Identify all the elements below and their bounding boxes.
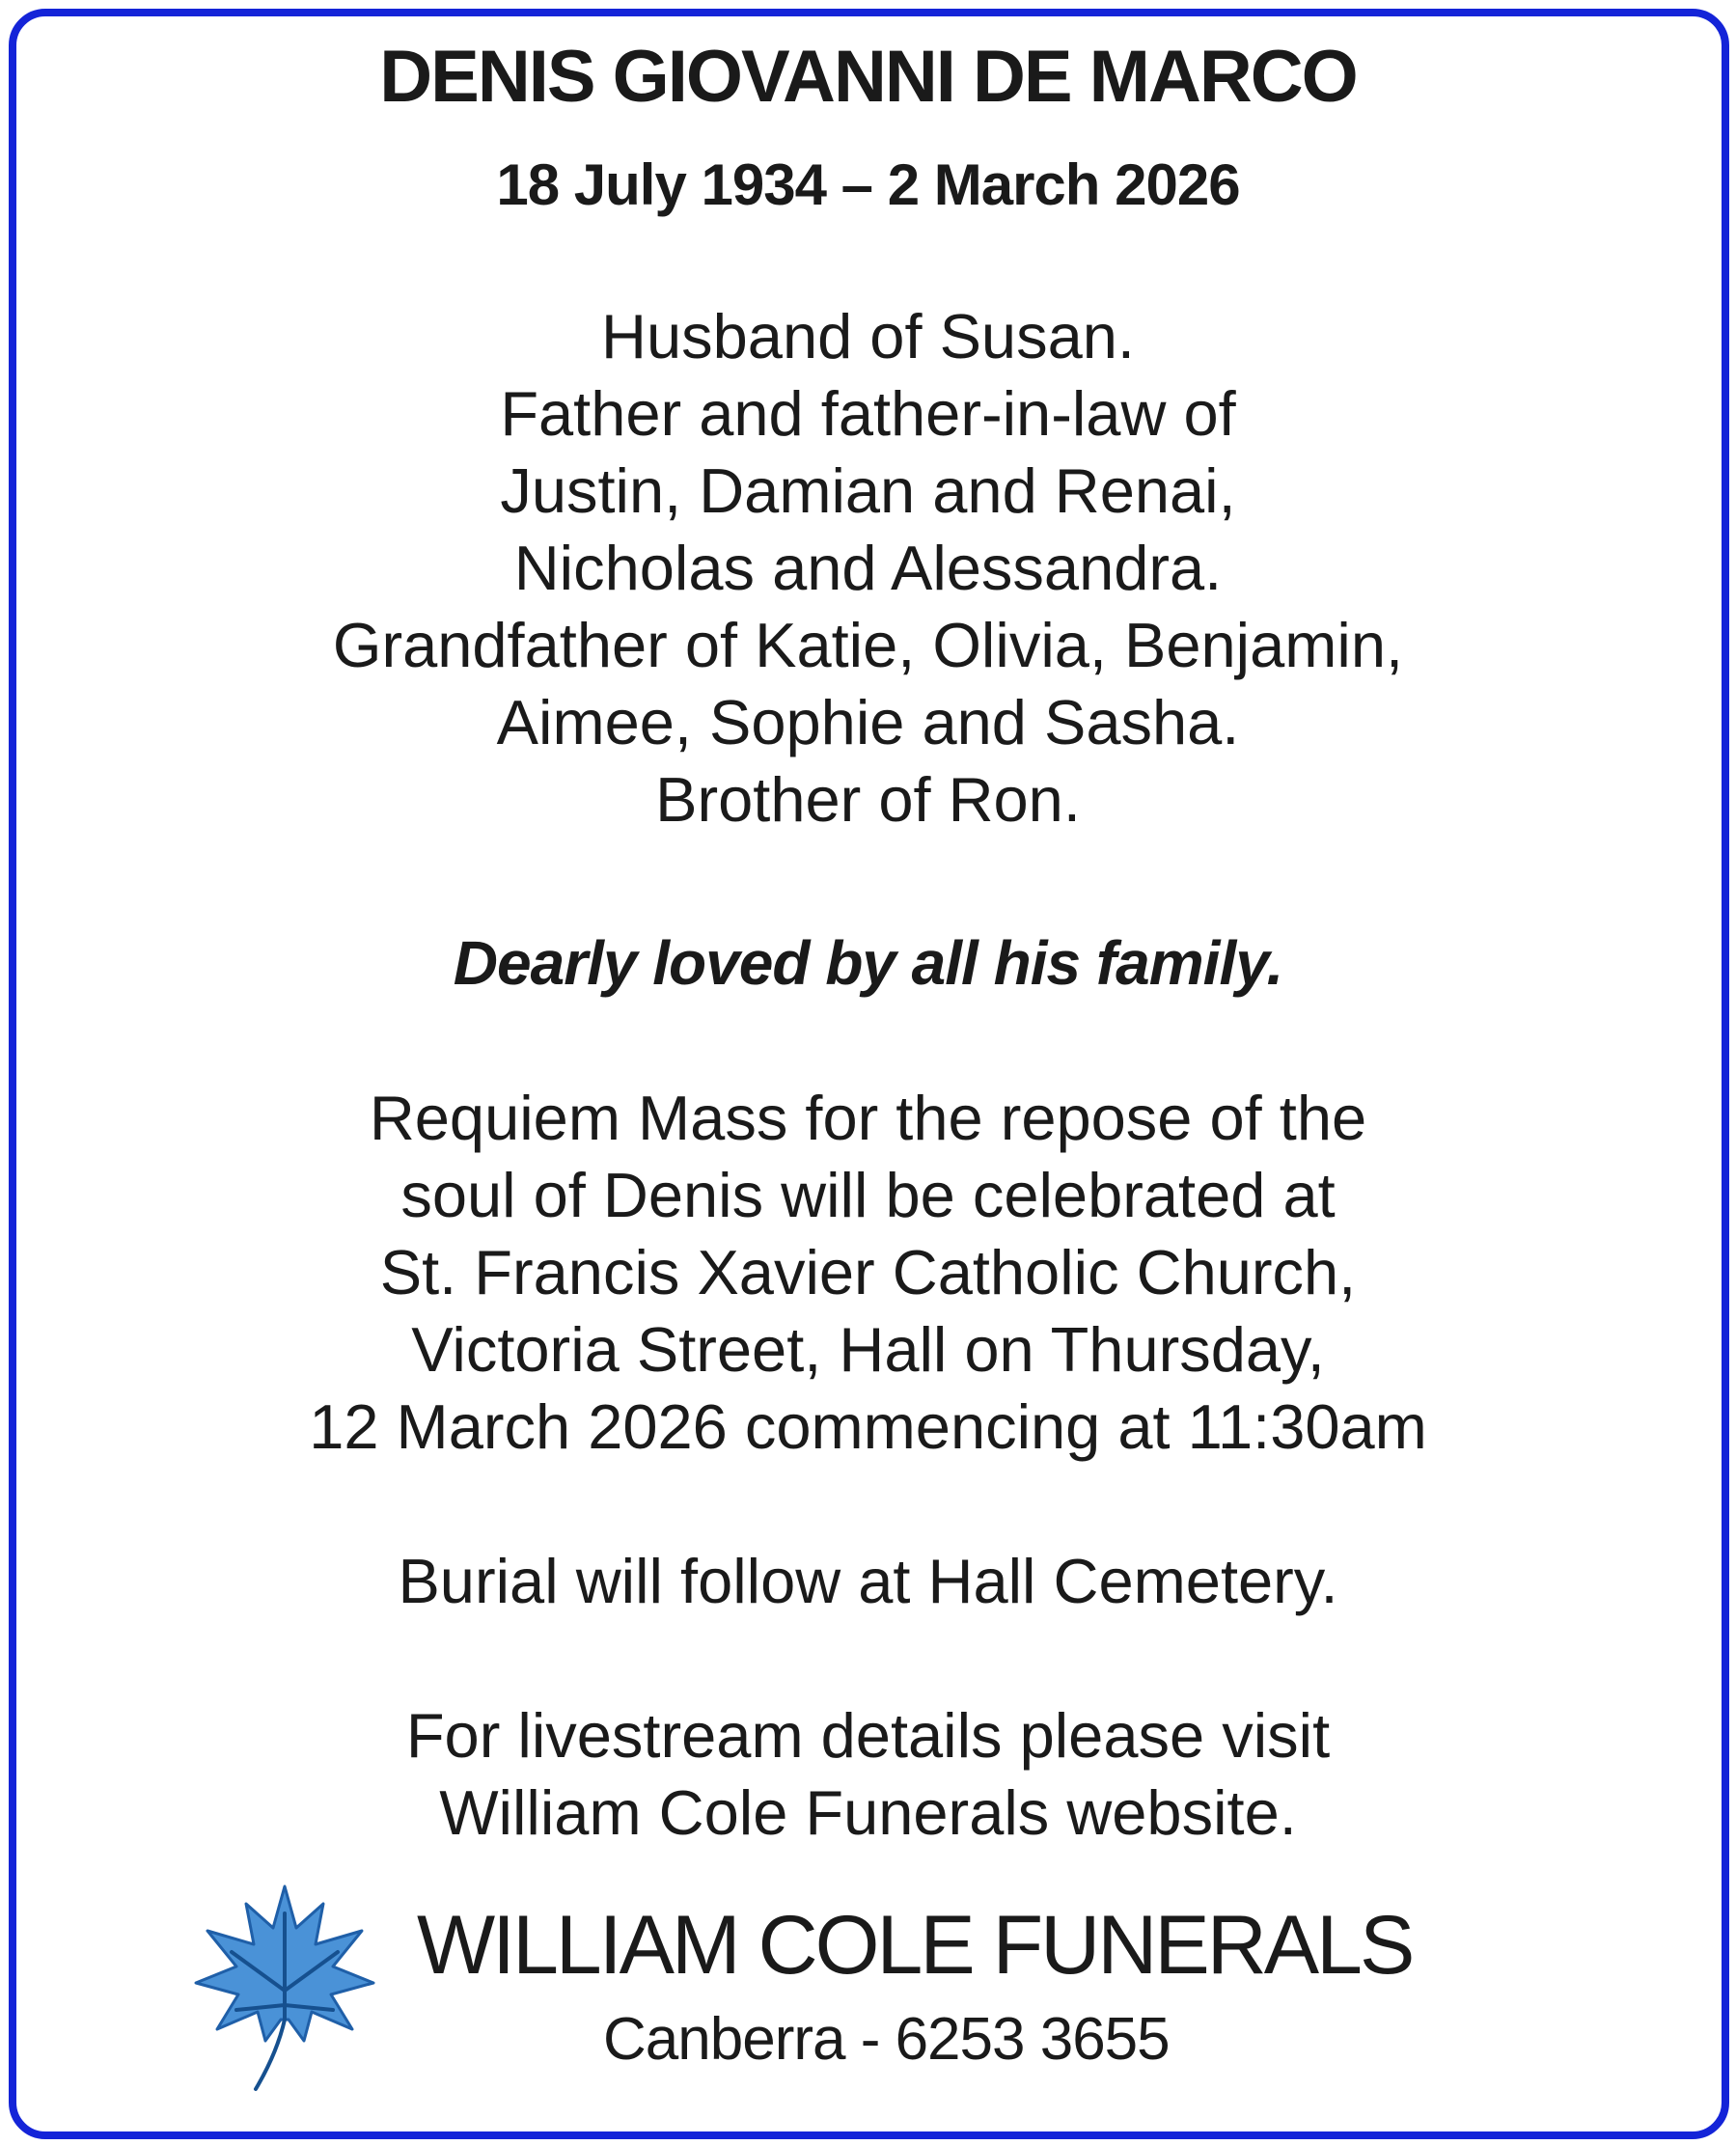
family-line: Justin, Damian and Renai, [500, 455, 1236, 526]
livestream-line: William Cole Funerals website. [439, 1777, 1297, 1848]
family-line: Aimee, Sophie and Sasha. [496, 687, 1240, 757]
family-line: Husband of Susan. [601, 301, 1135, 371]
family-line: Father and father-in-law of [500, 378, 1236, 449]
family-line: Grandfather of Katie, Olivia, Benjamin, [332, 610, 1404, 680]
service-line: Victoria Street, Hall on Thursday, [411, 1314, 1325, 1385]
burial-line: Burial will follow at Hall Cemetery. [398, 1546, 1338, 1616]
livestream-line: For livestream details please visit [405, 1700, 1331, 1771]
tribute-line: Dearly loved by all his family. [453, 928, 1283, 998]
maple-leaf-icon [188, 1875, 381, 2097]
service-line: Requiem Mass for the repose of the [369, 1083, 1367, 1153]
service-line: St. Francis Xavier Catholic Church, [379, 1237, 1357, 1307]
service-line: soul of Denis will be celebrated at [400, 1160, 1336, 1230]
life-dates: 18 July 1934 – 2 March 2026 [496, 152, 1240, 217]
family-line: Nicholas and Alessandra. [513, 533, 1223, 603]
funeral-home-logo [188, 1875, 1578, 2097]
funeral-home-contact: Canberra - 6253 3655 [603, 2006, 1170, 2073]
service-line: 12 March 2026 commencing at 11:30am [309, 1391, 1427, 1462]
family-line: Brother of Ron. [655, 764, 1081, 835]
funeral-home-name: WILLIAM COLE FUNERALS [417, 1899, 1413, 1992]
deceased-name: DENIS GIOVANNI DE MARCO [379, 36, 1357, 118]
